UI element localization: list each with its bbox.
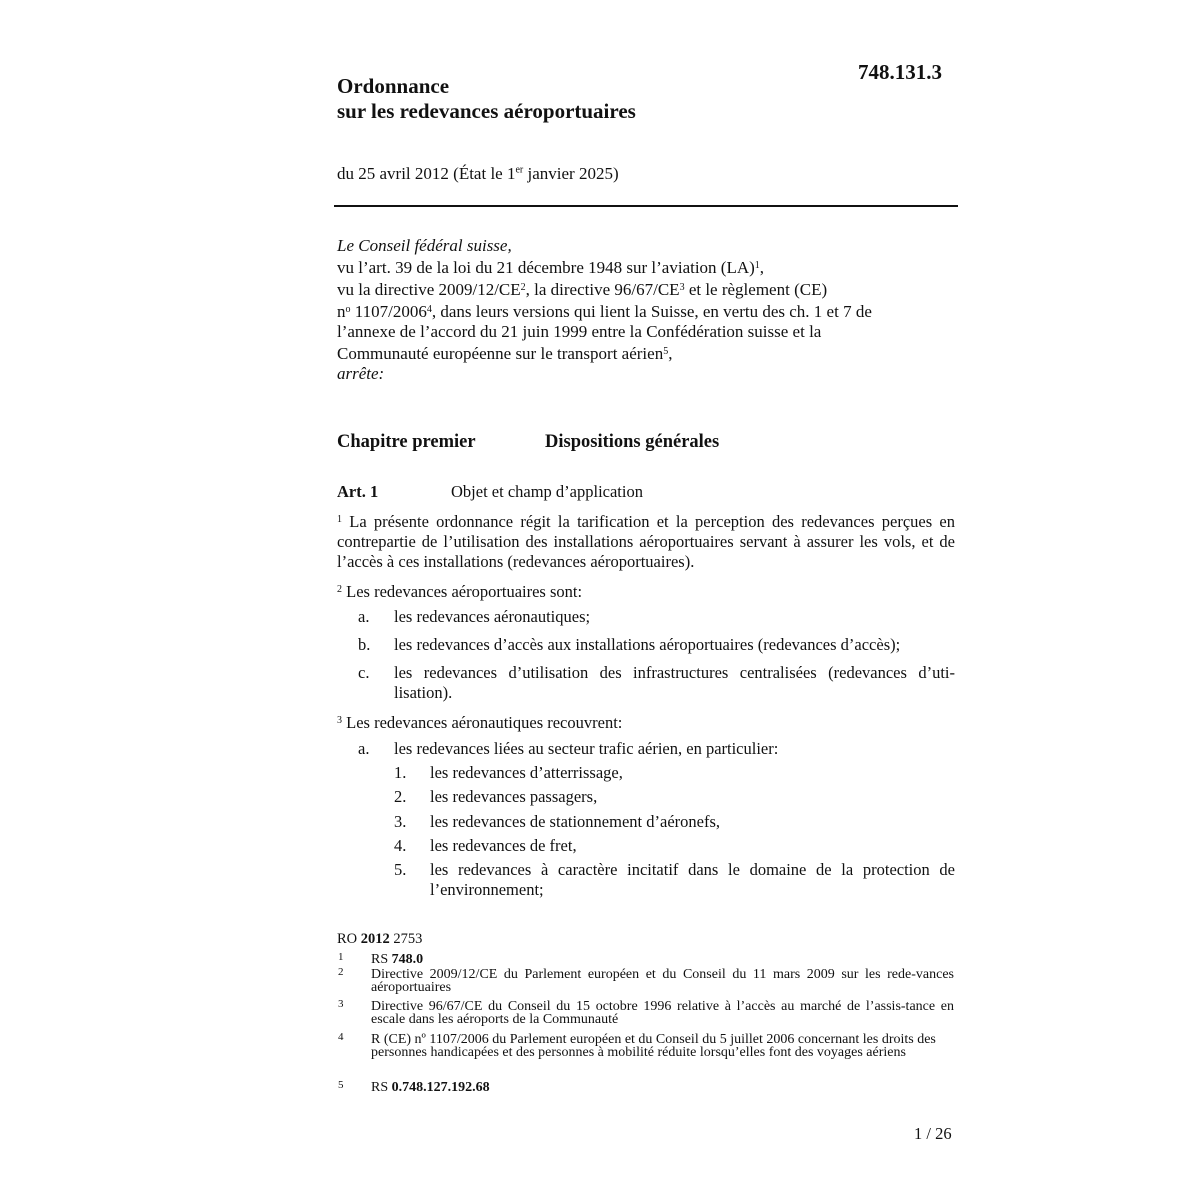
preamble-l3-b: 1107/2006 <box>350 302 427 321</box>
sublist-item: les redevances de fret, <box>430 836 577 855</box>
title-line-1: Ordonnance <box>337 74 450 98</box>
preamble-decree: arrête: <box>337 364 385 383</box>
preamble-authority: Le Conseil fédéral suisse, <box>337 236 512 255</box>
article-paragraph-1 <box>337 510 955 572</box>
footnote-ref-2[interactable]: 2 <box>520 282 526 293</box>
date-text-pre: du 25 avril 2012 (État le 1 <box>337 164 516 183</box>
footnote-prefix: RS <box>371 952 392 967</box>
list-item: les redevances d’utilisation des infrastructures centralisées (redevances d’uti-lisation). <box>394 663 955 702</box>
footnote-number: 5 <box>338 1079 344 1091</box>
preamble-l1-end: , <box>759 258 765 277</box>
list-item-mark: b. <box>358 635 371 654</box>
paragraph-2-text: Les redevances aéroportuaires sont: <box>342 582 583 601</box>
document-title <box>337 74 636 124</box>
preamble-l3-c: , dans leurs versions qui lient la Suisse, en vertu des ch. 1 et 7 de <box>431 302 872 321</box>
title-line-2: sur les redevances aéroportuaires <box>337 99 636 123</box>
footnote-ref-4[interactable]: 4 <box>426 304 432 315</box>
sublist-item-mark: 2. <box>394 787 407 806</box>
footnote-ref-3[interactable]: 3 <box>679 282 685 293</box>
paragraph-3-text: Les redevances aéronautiques recouvrent: <box>342 713 623 732</box>
preamble-l2-b: , la directive 96/67/CE <box>525 280 680 299</box>
preamble-line-1 <box>337 256 977 278</box>
ro-reference <box>337 931 422 948</box>
preamble-l5-end: , <box>668 344 673 363</box>
preamble-l5-text: Communauté européenne sur le transport aérien <box>337 344 664 363</box>
list-item: les redevances liées au secteur trafic aérien, en particulier: <box>394 739 779 758</box>
article-number: Art. 1 <box>337 482 379 501</box>
sublist-item-mark: 4. <box>394 836 407 855</box>
ro-prefix: RO <box>337 931 361 947</box>
footnote-text <box>371 968 954 994</box>
list-item-mark: a. <box>358 739 370 758</box>
footnote-body: R (CE) nº 1107/2006 du Parlement européen et du Conseil du 5 juillet 2006 concernant les droits des personnes handicapées et des personnes à mobilité réduite lorsqu’elles font des voyages aériens <box>371 1032 936 1060</box>
chapter-label: Chapitre premier <box>337 432 476 452</box>
preamble-l2-c: et le règlement (CE) <box>684 280 828 299</box>
document-date <box>337 164 619 184</box>
preamble-l2-a: vu la directive 2009/12/CE <box>337 280 521 299</box>
sublist-item: les redevances de stationnement d’aéronefs, <box>430 812 720 831</box>
footnote-body: Directive 2009/12/CE du Parlement européen et du Conseil du 11 mars 2009 sur les rede-vances aéroportuaires <box>371 967 954 995</box>
footnote-ref-1[interactable]: 1 <box>754 260 760 271</box>
footnote-text <box>371 1033 954 1059</box>
list-item: les redevances aéronautiques; <box>394 607 591 626</box>
sublist-item-mark: 3. <box>394 812 407 831</box>
sublist-item: les redevances d’atterrissage, <box>430 763 623 782</box>
paragraph-1-text: La présente ordonnance régit la tarification et la perception des redevances perçues en contrepartie de l’utilisation des installations aéroportuaires servant à assurer les vols, et de l’accès à ces installations (redevances aéroportuaires). <box>337 512 955 571</box>
list-item-mark: a. <box>358 607 370 626</box>
list-item-mark: c. <box>358 663 370 682</box>
footnote-body: Directive 96/67/CE du Conseil du 15 octobre 1996 relative à l’accès au marché de l’assis-tance en escale dans les aéroports de la Communauté <box>371 999 954 1027</box>
chapter-title: Dispositions générales <box>545 432 720 452</box>
footnote-prefix: RS <box>371 1080 392 1095</box>
header-divider <box>334 205 958 207</box>
preamble-line-5 <box>337 342 977 364</box>
sublist-item-mark: 1. <box>394 763 407 782</box>
sublist-item: les redevances à caractère incitatif dans le domaine de la protection de l’environnement; <box>430 860 955 899</box>
preamble-l3-sup: o <box>345 304 351 315</box>
footnote-text <box>371 953 954 966</box>
footnote-text <box>371 1081 954 1094</box>
date-text-post: janvier 2025) <box>523 164 619 183</box>
page-number: 1 / 26 <box>914 1124 952 1143</box>
footnote-number: 3 <box>338 998 344 1010</box>
footnote-ref-bold[interactable]: 748.0 <box>391 952 424 967</box>
paragraph-number-1: 1 <box>337 514 342 525</box>
footnote-number: 4 <box>338 1031 344 1043</box>
preamble-l3-a: n <box>337 302 346 321</box>
article-title: Objet et champ d’application <box>451 482 643 501</box>
preamble <box>337 236 977 384</box>
sublist-item: les redevances passagers, <box>430 787 598 806</box>
paragraph-number-2: 2 <box>337 584 342 595</box>
sublist-item-mark: 5. <box>394 860 407 879</box>
preamble-l1-text: vu l’art. 39 de la loi du 21 décembre 1948 sur l’aviation (LA) <box>337 258 755 277</box>
date-sup: er <box>515 164 524 176</box>
sr-number: 748.131.3 <box>858 60 942 84</box>
ro-year: 2012 <box>360 931 390 947</box>
preamble-line-3 <box>337 300 977 322</box>
footnote-ref-bold[interactable]: 0.748.127.192.68 <box>391 1080 490 1095</box>
footnote-text <box>371 1000 954 1026</box>
preamble-line-2 <box>337 278 977 300</box>
preamble-line-4: l’annexe de l’accord du 21 juin 1999 entre la Confédération suisse et la <box>337 322 822 341</box>
footnote-number: 1 <box>338 951 344 963</box>
article-paragraph-3 <box>337 711 955 733</box>
article-paragraph-2 <box>337 580 955 602</box>
paragraph-number-3: 3 <box>337 715 342 726</box>
footnote-number: 2 <box>338 966 344 978</box>
list-item: les redevances d’accès aux installations aéroportuaires (redevances d’accès); <box>394 635 901 654</box>
footnote-ref-5[interactable]: 5 <box>663 346 669 357</box>
ro-page: 2753 <box>389 931 423 947</box>
